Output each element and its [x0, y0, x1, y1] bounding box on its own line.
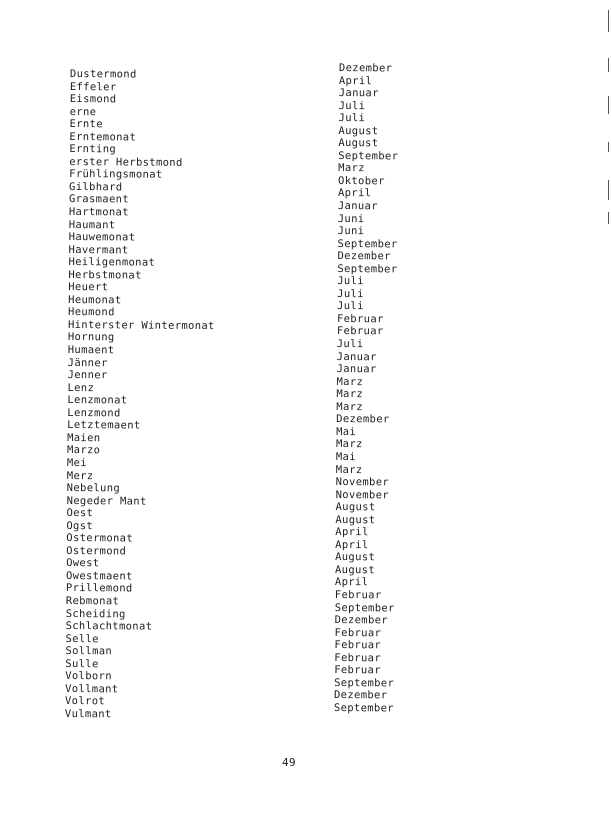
- modern-month-name: September: [338, 149, 399, 163]
- modern-month-name: April: [335, 538, 369, 552]
- old-month-name: Merz: [66, 469, 94, 482]
- modern-month-name: September: [334, 601, 395, 614]
- modern-month-name: Dezember: [337, 250, 391, 263]
- old-month-name: Vollmant: [65, 682, 119, 696]
- old-month-name: Negeder Mant: [66, 494, 147, 508]
- modern-month-name: Dezember: [338, 62, 393, 75]
- modern-month-name: August: [338, 137, 379, 150]
- modern-month-name: Februar: [336, 312, 384, 326]
- scan-edge-mark: [608, 10, 609, 32]
- modern-month-name: April: [337, 187, 372, 200]
- old-month-name: Herbstmonat: [68, 268, 142, 282]
- modern-month-name: Mai: [336, 425, 357, 439]
- modern-month-name: Januar: [336, 363, 377, 376]
- old-month-name: Eismond: [69, 93, 117, 106]
- old-month-name: Ernte: [69, 118, 103, 131]
- old-month-name: Selle: [65, 632, 99, 645]
- modern-month-name: Februar: [336, 325, 384, 338]
- old-month-name: Lenzmond: [67, 406, 121, 420]
- modern-month-name: Marz: [338, 162, 365, 175]
- modern-month-name: September: [333, 701, 395, 715]
- modern-month-name: Juli: [336, 338, 364, 351]
- old-month-name: Schlachtmonat: [65, 620, 153, 633]
- old-month-name: Vulmant: [64, 707, 112, 721]
- scan-edge-mark: [608, 96, 609, 114]
- scan-edge-mark: [608, 58, 609, 72]
- modern-month-name: August: [335, 551, 376, 564]
- old-month-name: Humaent: [67, 344, 115, 357]
- modern-month-name: November: [335, 476, 390, 489]
- modern-month-name: Juli: [338, 99, 366, 112]
- modern-month-name: November: [335, 488, 390, 501]
- old-month-name: Erntemonat: [69, 130, 137, 144]
- scan-edge-mark: [608, 180, 609, 200]
- modern-month-name: August: [335, 513, 376, 526]
- modern-month-names-column: [334, 62, 399, 715]
- modern-month-name: Juni: [337, 212, 365, 225]
- old-month-name: Dustermond: [69, 68, 137, 81]
- old-month-name: Heumonat: [68, 293, 122, 307]
- old-month-name: Nebelung: [66, 482, 121, 495]
- modern-month-name: Januar: [337, 200, 378, 213]
- modern-month-name: Marz: [336, 400, 364, 413]
- old-month-name: Lenzmonat: [67, 394, 128, 407]
- modern-month-name: Januar: [338, 87, 379, 100]
- modern-month-name: Juni: [337, 225, 365, 238]
- page-number: 49: [282, 756, 297, 769]
- modern-month-name: Marz: [336, 388, 364, 401]
- old-month-name: Jänner: [67, 356, 108, 369]
- modern-month-name: Juli: [338, 112, 366, 125]
- old-month-name: Frühlingsmonat: [69, 168, 163, 182]
- modern-month-name: September: [337, 237, 398, 251]
- old-month-name: Volrot: [64, 695, 106, 708]
- old-month-name: Owest: [66, 557, 100, 570]
- modern-month-name: Marz: [335, 438, 363, 451]
- modern-month-name: Dezember: [334, 614, 389, 627]
- old-month-name: Ogst: [66, 519, 94, 532]
- old-month-name: Hauwemonat: [68, 231, 136, 244]
- modern-month-name: Dezember: [333, 689, 388, 702]
- modern-month-name: April: [334, 576, 369, 589]
- old-month-name: Sulle: [65, 657, 99, 670]
- modern-month-name: August: [334, 563, 376, 577]
- old-month-name: Hornung: [67, 331, 115, 344]
- modern-month-name: Mai: [335, 450, 356, 464]
- modern-month-name: September: [337, 262, 398, 276]
- old-month-name: Volborn: [65, 670, 112, 683]
- scan-edge-mark: [608, 142, 609, 152]
- old-month-name: Hartmonat: [68, 206, 129, 219]
- old-month-name: Gilbhard: [69, 180, 123, 194]
- modern-month-name: Dezember: [336, 413, 390, 426]
- modern-month-name: Januar: [336, 350, 377, 363]
- old-month-name: Rebmonat: [65, 594, 120, 608]
- modern-month-name: Juli: [337, 287, 364, 301]
- old-month-name: Owestmaent: [65, 569, 133, 583]
- old-month-name: Lenz: [67, 381, 95, 394]
- modern-month-name: Februar: [334, 588, 382, 602]
- scan-edge-mark: [608, 212, 609, 224]
- modern-month-name: September: [334, 676, 395, 690]
- modern-month-name: August: [338, 124, 379, 138]
- old-month-name: Mei: [66, 456, 87, 470]
- old-month-name: Grasmaent: [68, 193, 130, 206]
- old-month-name: Haumant: [68, 218, 116, 231]
- old-month-name: Oest: [66, 507, 94, 520]
- modern-month-name: Februar: [334, 626, 382, 639]
- modern-month-name: Februar: [334, 639, 382, 652]
- old-month-name: Scheiding: [65, 607, 126, 620]
- old-month-name: Effeler: [69, 80, 117, 93]
- old-month-name: Heuert: [68, 281, 109, 294]
- modern-month-name: Marz: [335, 463, 363, 476]
- old-month-name: Jenner: [67, 369, 108, 382]
- modern-month-name: April: [338, 74, 373, 87]
- modern-month-name: August: [335, 501, 376, 514]
- old-month-name: Havermant: [68, 243, 129, 257]
- old-month-name: Letztemaent: [67, 419, 141, 432]
- old-month-name: Marzo: [66, 444, 101, 457]
- old-month-name: erster Herbstmond: [69, 155, 183, 169]
- modern-month-name: Februar: [334, 664, 381, 677]
- modern-month-name: Juli: [337, 300, 364, 313]
- old-month-name: Ernting: [69, 143, 117, 156]
- old-month-name: erne: [69, 105, 97, 118]
- old-month-name: Maien: [67, 431, 101, 445]
- old-month-name: Ostermonat: [66, 532, 134, 545]
- modern-month-name: Juli: [337, 275, 365, 288]
- modern-month-name: Oktober: [338, 174, 385, 188]
- modern-month-name: Februar: [334, 651, 382, 665]
- old-month-name: Prillemond: [65, 582, 133, 595]
- old-month-name: Heumond: [68, 306, 115, 319]
- old-month-names-column: [65, 68, 217, 722]
- old-month-name: Ostermond: [66, 544, 127, 558]
- old-month-name: Heiligenmonat: [68, 256, 156, 269]
- modern-month-name: Marz: [336, 375, 364, 388]
- old-month-name: Sollman: [65, 645, 113, 658]
- old-month-name: Hinterster Wintermonat: [67, 318, 215, 333]
- modern-month-name: April: [335, 526, 369, 539]
